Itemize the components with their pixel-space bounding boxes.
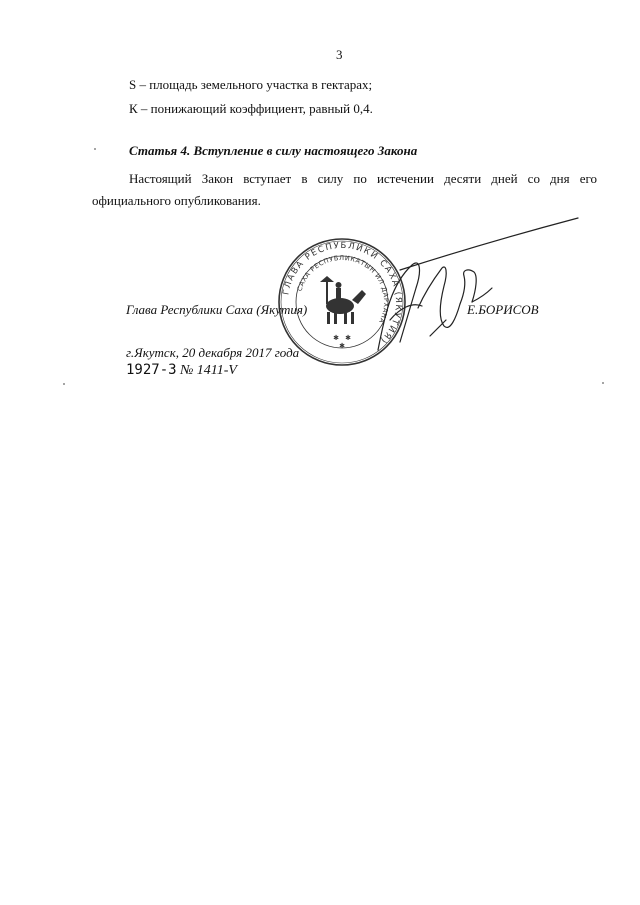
svg-text:✱: ✱ (345, 334, 351, 342)
signatory-name: Е.БОРИСОВ (467, 302, 539, 317)
scan-speck (94, 148, 96, 150)
seal-outer-text: ГЛАВА РЕСПУБЛИКИ САХА (ЯКУТИЯ) (281, 240, 404, 346)
registration-handwritten: № 1411-V (176, 363, 237, 378)
page-number: 3 (336, 47, 343, 62)
definition-k: К – понижающий коэффициент, равный 0,4. (129, 101, 373, 116)
article-heading: Статья 4. Вступление в силу настоящего Закона (129, 143, 418, 158)
svg-text:✱: ✱ (339, 342, 345, 350)
svg-text:✱: ✱ (333, 334, 339, 342)
handwritten-signature (360, 210, 580, 360)
signatory-title: Глава Республики Саха (Якутия) (126, 302, 308, 317)
article-body: Настоящий Закон вступает в силу по истечении десяти дней со дня его официального опубликования. (92, 171, 597, 208)
scan-speck (63, 383, 65, 385)
registration-number (126, 362, 237, 379)
place-and-date: г.Якутск, 20 декабря 2017 года (126, 345, 300, 360)
seal-inner-text: САХА РЕСПУБЛИКАТЫН ИЛ ДАРХАНА (295, 253, 391, 325)
definition-s: S – площадь земельного участка в гектарах; (129, 77, 373, 92)
registration-stamped: 1927-З (126, 362, 177, 378)
scan-speck (602, 382, 604, 384)
